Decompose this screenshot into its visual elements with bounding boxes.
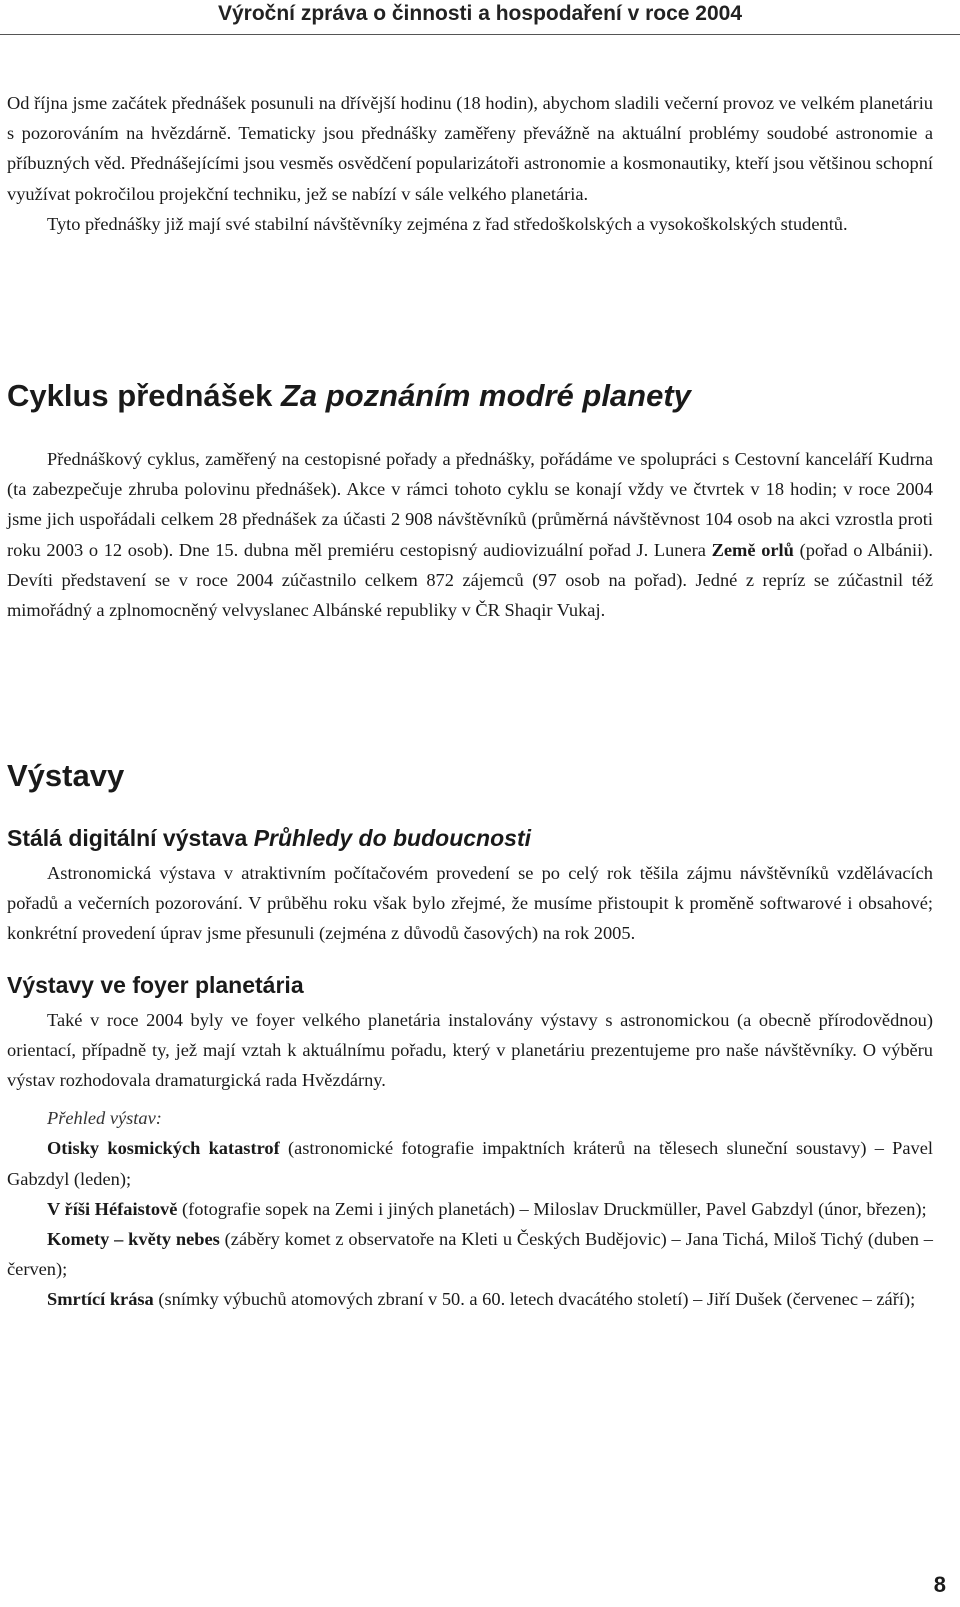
exhibition-title: Otisky kosmických katastrof xyxy=(47,1138,280,1159)
exhibition-description: (fotografie sopek na Zemi i jiných planetách) – Miloslav Druckmüller, Pavel Gabzdyl (únor, březen); xyxy=(177,1198,927,1219)
stala-heading-plain: Stálá digitální výstava xyxy=(7,825,254,851)
vystavy-heading: Výstavy xyxy=(7,758,125,793)
cyklus-heading-plain: Cyklus přednášek xyxy=(7,378,281,413)
stala-heading-italic: Průhledy do budoucnosti xyxy=(253,825,531,851)
running-header xyxy=(0,0,960,33)
foyer-text: Také v roce 2004 byly ve foyer velkého planetária instalovány výstavy s astronomickou (a obecně přírodovědnou) orientací, případně ty, jež mají vztah k aktuálnímu pořadu, který v planetáriu prezentujeme pro naše návštěvníky. O výběru výstav rozhodovala dramaturgická rada Hvězdárny. xyxy=(7,1009,933,1091)
intro-section xyxy=(7,88,933,239)
cyklus-text-1: Přednáškový cyklus, zaměřený na cestopisné pořady a přednášky, pořádáme ve spolupráci s Cestovní kanceláří Kudrna (ta zabezpečuje zhruba polovinu přednášek). Akce v rámci tohoto cyklu se konají vždy ve čtvrtek v 18 hodin; v roce 2004 jsme jich uspořádali celkem 28 přednášek za účasti 2 908 návštěvníků (průměrná návštěvnost 104 osob na akci vzrostla proti roku 2003 o 12 osob). Dne 15. dubna měl premiéru cestopisný audiovizuální pořad J. Lunera xyxy=(7,449,933,560)
header-divider xyxy=(0,34,960,35)
intro-paragraph-1: Od října jsme začátek přednášek posunuli na dřívější hodinu (18 hodin), abychom sladili večerní provoz ve velkém planetáriu s pozorováním na hvězdárně. Tematicky jsou přednášky zaměřeny převážně na aktuální problémy soudobé astronomie a příbuzných věd. Přednášejícími jsou vesměs osvědčení popularizátoři astronomie a kosmonautiky, kteří jsou většinou schopní využívat pokročilou projekční techniku, jež se nabízí v sále velkého planetária. xyxy=(7,93,933,204)
stala-vystava-text: Astronomická výstava v atraktivním počítačovém provedení se po celý rok těšila zájmu návštěvníků vzdělávacích pořadů a večerních pozorování. V průběhu roku však bylo zřejmé, že musíme přistoupit k proměně softwarové i obsahové; konkrétní provedení úprav jsme přesunuli (zejména z důvodů časových) na rok 2005. xyxy=(7,863,933,944)
exhibition-item xyxy=(7,1133,933,1193)
exhibition-item xyxy=(7,1224,933,1284)
exhibition-list xyxy=(7,1133,933,1314)
cyklus-section xyxy=(7,376,933,625)
cyklus-heading-italic: Za poznáním modré planety xyxy=(280,378,691,413)
cyklus-text-2: (pořad o Albánii). Devíti představení se v roce 2004 zúčastnilo celkem 872 zájemců (97 osob na pořad). Jedné z repríz se zúčastnil též mimořádný a zplnomocněný velvyslanec Albánské republiky v ČR Shaqir Vukaj. xyxy=(7,539,933,621)
intro-paragraph-2: Tyto přednášky již mají své stabilní návštěvníky zejména z řad středoškolských a vysokoškolských studentů. xyxy=(47,213,848,234)
cyklus-paragraph xyxy=(7,444,933,625)
cyklus-heading xyxy=(7,376,933,416)
page-number: 8 xyxy=(933,1572,946,1597)
stala-vystava-heading xyxy=(7,822,933,854)
exhibition-title: V říši Héfaistově xyxy=(47,1198,178,1219)
exhibition-item xyxy=(7,1284,933,1314)
exhibition-description: (astronomické fotografie impaktních kráterů na tělesech sluneční soustavy) – Pavel Gabzdyl (leden); xyxy=(7,1138,933,1189)
vystavy-section xyxy=(7,756,933,1315)
program-title-zeme-orlu: Země orlů xyxy=(711,539,794,560)
exhibition-title: Smrtící krása xyxy=(47,1289,154,1310)
exhibition-title: Komety – květy nebes xyxy=(47,1229,220,1250)
exhibition-description: (záběry komet z observatoře na Kleti u Českých Budějovic) – Jana Tichá, Miloš Tichý (duben – červen); xyxy=(7,1229,933,1280)
exhibition-item xyxy=(7,1194,933,1224)
exhibition-description: (snímky výbuchů atomových zbraní v 50. a 60. letech dvacátého století) – Jiří Dušek (červenec – září); xyxy=(153,1289,916,1310)
exhibition-list-heading: Přehled výstav: xyxy=(47,1108,162,1129)
document-title: Výroční zpráva o činnosti a hospodaření v roce 2004 xyxy=(217,2,742,25)
foyer-heading: Výstavy ve foyer planetária xyxy=(7,971,304,998)
